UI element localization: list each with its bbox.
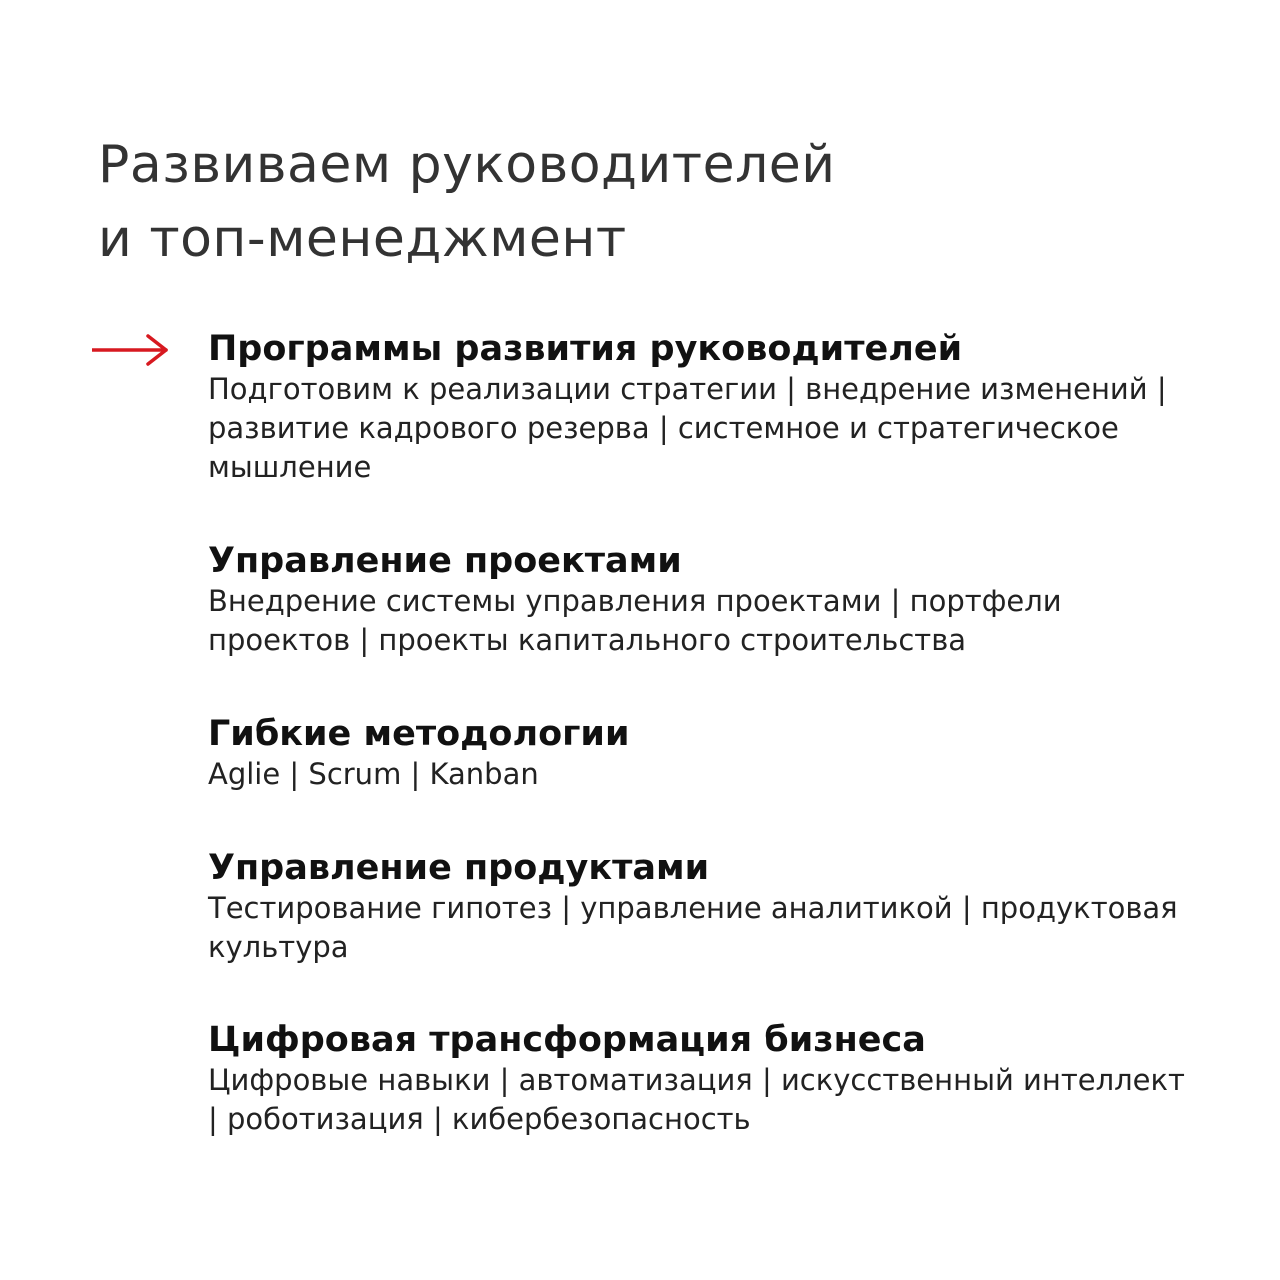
description-line: | роботизация | кибербезопасность bbox=[208, 1102, 751, 1136]
description-line: Aglie | Scrum | Kanban bbox=[208, 757, 539, 791]
page-title-line-2: и топ-менеджмент bbox=[98, 209, 627, 269]
section-project-management bbox=[208, 540, 1258, 660]
section-digital-transformation bbox=[208, 1019, 1258, 1139]
description-line: Подготовим к реализации стратегии | внедрение изменений | bbox=[208, 372, 1167, 406]
description-line: Внедрение системы управления проектами | портфели bbox=[208, 584, 1062, 618]
page-title bbox=[98, 128, 836, 276]
section-description bbox=[208, 582, 1258, 660]
description-line: развитие кадрового резерва | системное и стратегическое bbox=[208, 411, 1119, 445]
section-product-management bbox=[208, 847, 1258, 967]
section-heading: Управление проектами bbox=[208, 541, 682, 581]
description-line: Цифровые навыки | автоматизация | искусственный интеллект bbox=[208, 1063, 1185, 1097]
section-heading: Гибкие методологии bbox=[208, 714, 630, 754]
section-heading: Программы развития руководителей bbox=[208, 329, 963, 369]
section-heading: Управление продуктами bbox=[208, 848, 710, 888]
right-arrow-icon bbox=[92, 333, 170, 367]
section-leadership-programs bbox=[208, 328, 1258, 487]
section-description bbox=[208, 889, 1258, 967]
section-agile-methodologies bbox=[208, 713, 1258, 794]
section-description bbox=[208, 755, 1258, 794]
description-line: мышление bbox=[208, 450, 372, 484]
description-line: Тестирование гипотез | управление аналитикой | продуктовая bbox=[208, 891, 1178, 925]
page-title-line-1: Развиваем руководителей bbox=[98, 135, 836, 195]
description-line: культура bbox=[208, 930, 349, 964]
section-description bbox=[208, 370, 1258, 487]
description-line: проектов | проекты капитального строительства bbox=[208, 623, 967, 657]
section-description bbox=[208, 1061, 1258, 1139]
section-heading: Цифровая трансформация бизнеса bbox=[208, 1020, 926, 1060]
